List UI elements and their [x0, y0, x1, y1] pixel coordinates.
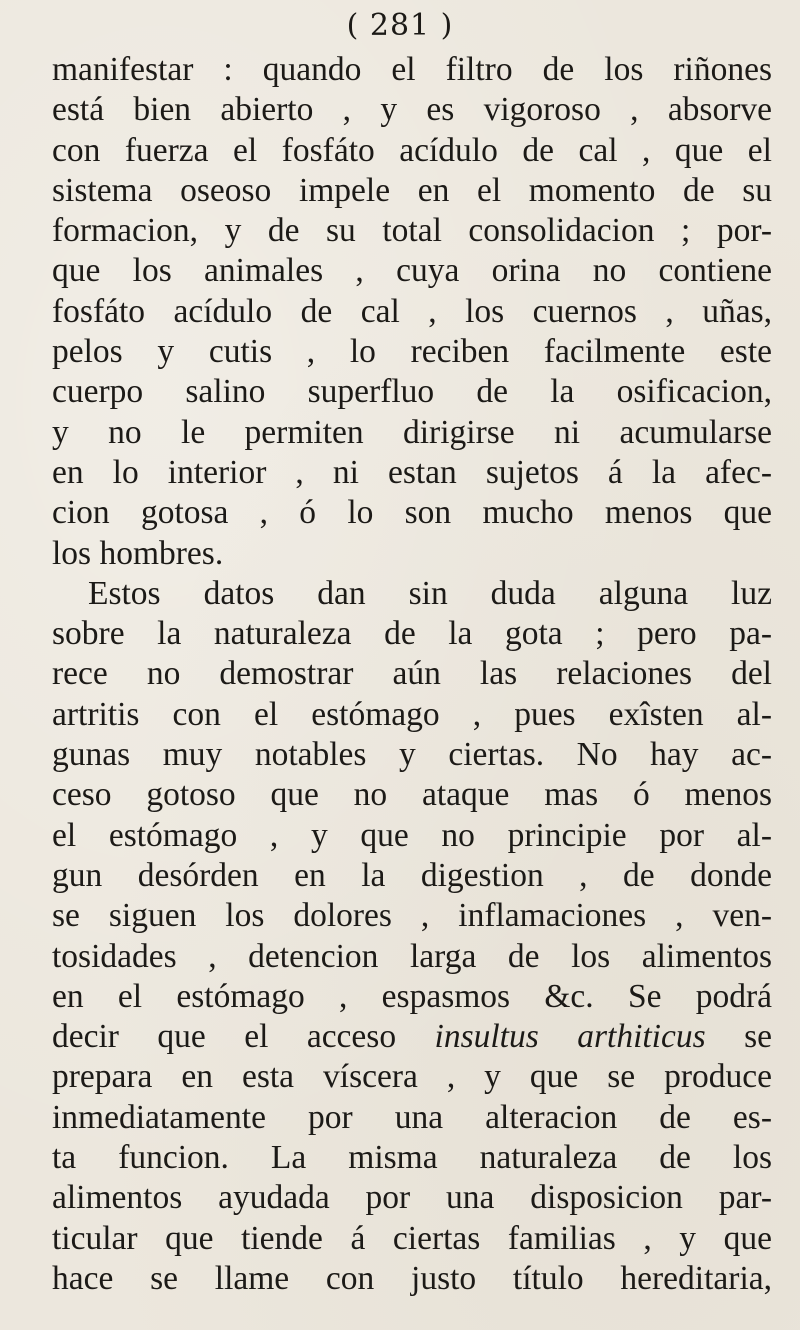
text-line: prepara en esta víscera , y que se produce [52, 1058, 772, 1096]
text-line: inmediatamente por una alteracion de es- [52, 1098, 772, 1136]
text-fragment: decir que el acceso [52, 1018, 435, 1056]
text-line: y no le permiten dirigirse ni acumularse [52, 413, 772, 451]
text-line: el estómago , y que no principie por al- [52, 816, 772, 854]
text-line: hace se llame con justo título hereditaria, [52, 1259, 772, 1297]
paragraph-end-line: los hombres. [52, 534, 224, 572]
paragraph-start-line: Estos datos dan sin duda alguna luz [88, 574, 772, 612]
body-text [52, 50, 772, 1299]
text-line: tosidades , detencion larga de los alimentos [52, 937, 772, 975]
text-line: rece no demostrar aún las relaciones del [52, 655, 772, 693]
text-line: sobre la naturaleza de la gota ; pero pa- [52, 615, 772, 653]
text-line: alimentos ayudada por una disposicion par- [52, 1179, 772, 1217]
text-line: cuerpo salino superfluo de la osificacion, [52, 373, 772, 411]
text-fragment: se [705, 1018, 773, 1056]
text-line: artritis con el estómago , pues exîsten al- [52, 695, 772, 733]
text-line: formacion, y de su total consolidacion ; por- [52, 212, 772, 250]
text-line: que los animales , cuya orina no contiene [52, 252, 772, 290]
text-line: se siguen los dolores , inflamaciones , ven- [52, 897, 772, 935]
text-line: con fuerza el fosfáto acídulo de cal , que el [52, 131, 772, 169]
text-line: pelos y cutis , lo reciben facilmente este [52, 333, 772, 371]
text-line: está bien abierto , y es vigoroso , absorve [52, 91, 772, 129]
page-number: ( 281 ) [346, 8, 454, 43]
text-line: en lo interior , ni estan sujetos á la afec- [52, 453, 772, 491]
text-line: en el estómago , espasmos &c. Se podrá [52, 977, 772, 1015]
text-line: ceso gotoso que no ataque mas ó menos [52, 776, 772, 814]
text-line: fosfáto acídulo de cal , los cuernos , uñas, [52, 292, 772, 330]
text-line: gunas muy notables y ciertas. No hay ac- [52, 736, 772, 774]
text-line: sistema oseoso impele en el momento de su [52, 171, 772, 209]
italic-latin-term: insultus arthiticus [434, 1018, 706, 1056]
text-line-with-italic [52, 1017, 772, 1057]
text-line: ta funcion. La misma naturaleza de los [52, 1139, 772, 1177]
text-line: gun desórden en la digestion , de donde [52, 856, 772, 894]
text-line: manifestar : quando el filtro de los riñones [52, 51, 772, 88]
text-line: cion gotosa , ó lo son mucho menos que [52, 494, 772, 532]
text-line: ticular que tiende á ciertas familias , y que [52, 1219, 772, 1257]
